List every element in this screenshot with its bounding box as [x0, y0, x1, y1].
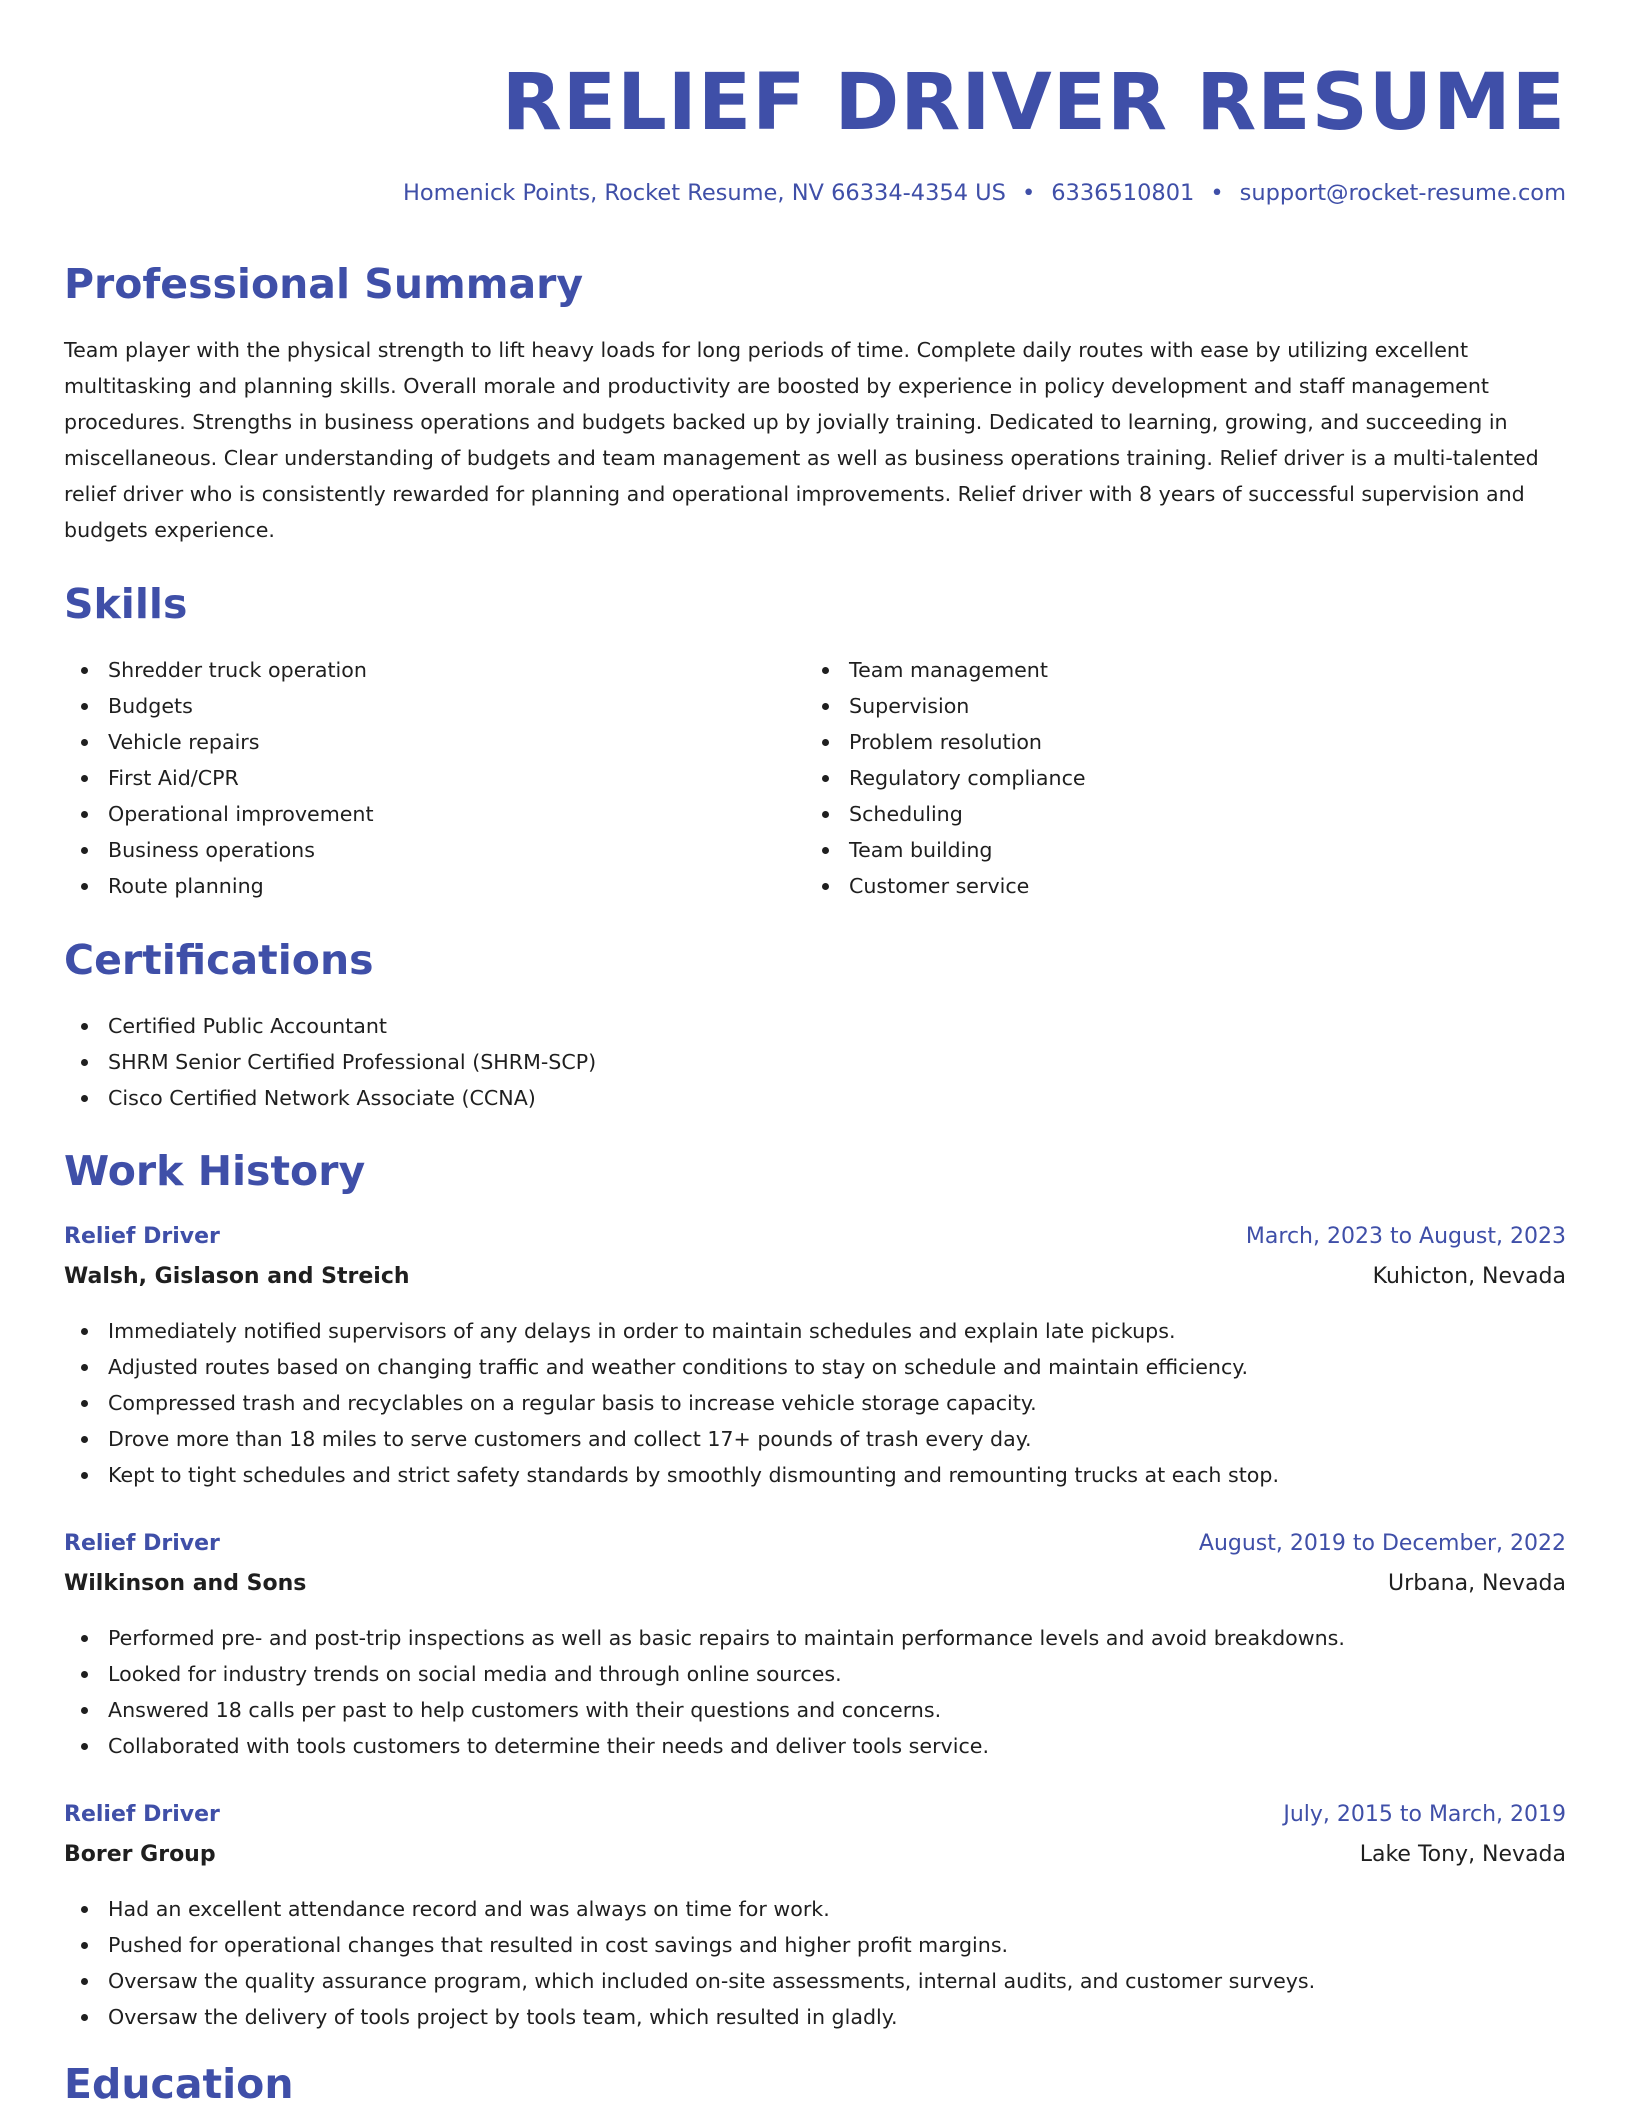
skill-item: Customer service — [805, 868, 1546, 904]
section-title-summary: Professional Summary — [64, 260, 584, 308]
job-duty: Pushed for operational changes that resulted in cost savings and higher profit margins. — [64, 1927, 1566, 1963]
job-duty: Collaborated with tools customers to determine their needs and deliver tools service. — [64, 1728, 1566, 1764]
certifications-list — [64, 1008, 1566, 1116]
job-duty: Compressed trash and recyclables on a regular basis to increase vehicle storage capacity. — [64, 1385, 1566, 1421]
job-duty: Oversaw the quality assurance program, which included on-site assessments, internal audits, and customer surveys. — [64, 1963, 1566, 1999]
job-duties-list — [64, 1313, 1566, 1493]
skills-grid — [64, 652, 1566, 904]
job-company: Walsh, Gislason and Streich — [64, 1264, 410, 1289]
contact-separator: • — [1210, 180, 1224, 206]
job-dates: August, 2019 to December, 2022 — [1198, 1531, 1566, 1556]
job-duty: Performed pre- and post-trip inspections as well as basic repairs to maintain performance levels and avoid breakdowns. — [64, 1620, 1566, 1656]
job-dates: March, 2023 to August, 2023 — [1245, 1224, 1566, 1249]
skill-item: Regulatory compliance — [805, 760, 1546, 796]
job-duty: Immediately notified supervisors of any delays in order to maintain schedules and explain late pickups. — [64, 1313, 1566, 1349]
certification-item: SHRM Senior Certified Professional (SHRM-SCP) — [64, 1044, 1566, 1080]
contact-address: Homenick Points, Rocket Resume, NV 66334-4354 US — [402, 180, 1006, 206]
job-role: Relief Driver — [64, 1224, 220, 1249]
job-company: Wilkinson and Sons — [64, 1571, 307, 1596]
certification-item: Certified Public Accountant — [64, 1008, 1566, 1044]
skill-item: Problem resolution — [805, 724, 1546, 760]
job-duties-list — [64, 1620, 1566, 1764]
job-duties-list — [64, 1891, 1566, 2035]
skill-item: Team management — [805, 652, 1546, 688]
job-role: Relief Driver — [64, 1531, 220, 1556]
job-duty: Answered 18 calls per past to help customers with their questions and concerns. — [64, 1692, 1566, 1728]
skill-item: Vehicle repairs — [64, 724, 805, 760]
skill-item: Business operations — [64, 832, 805, 868]
skill-item: First Aid/CPR — [64, 760, 805, 796]
skills-list-right — [805, 652, 1546, 904]
section-title-skills: Skills — [64, 580, 188, 628]
job-duty: Oversaw the delivery of tools project by tools team, which resulted in gladly. — [64, 1999, 1566, 2035]
section-title-certifications: Certifications — [64, 936, 374, 984]
job-entry — [64, 1220, 1566, 1493]
section-title-work-history: Work History — [64, 1147, 366, 1195]
job-duty: Looked for industry trends on social media and through online sources. — [64, 1656, 1566, 1692]
job-duty: Adjusted routes based on changing traffic and weather conditions to stay on schedule and maintain efficiency. — [64, 1349, 1566, 1385]
contact-line — [64, 180, 1566, 206]
job-duty: Kept to tight schedules and strict safety standards by smoothly dismounting and remounting trucks at each stop. — [64, 1457, 1566, 1493]
section-title-education: Education — [64, 2060, 294, 2108]
job-location: Urbana, Nevada — [1388, 1571, 1566, 1596]
resume-title: RELIEF DRIVER RESUME — [501, 58, 1566, 148]
summary-text: Team player with the physical strength to lift heavy loads for long periods of time. Complete daily routes with ease by utilizing excellent multitasking and planning skills. Overall morale and productivity are boosted by experience in policy development and staff management procedures. Strengths in business operations and budgets backed up by jovially training. Dedicated to learning, growing, and succeeding in miscellaneous. Clear understanding of budgets and team management as well as business operations training. Relief driver is a multi-talented relief driver who is consistently rewarded for planning and operational improvements. Relief driver with 8 years of successful supervision and budgets experience. — [64, 338, 1539, 542]
certification-item: Cisco Certified Network Associate (CCNA) — [64, 1080, 1566, 1116]
resume-page — [64, 0, 1566, 2108]
skill-item: Scheduling — [805, 796, 1546, 832]
job-location: Lake Tony, Nevada — [1359, 1842, 1566, 1867]
skill-item: Operational improvement — [64, 796, 805, 832]
skill-item: Supervision — [805, 688, 1546, 724]
job-duty: Drove more than 18 miles to serve customers and collect 17+ pounds of trash every day. — [64, 1421, 1566, 1457]
job-company: Borer Group — [64, 1842, 216, 1867]
skill-item: Team building — [805, 832, 1546, 868]
job-location: Kuhicton, Nevada — [1372, 1264, 1566, 1289]
contact-phone: 6336510801 — [1051, 180, 1195, 206]
job-entry — [64, 1527, 1566, 1764]
skill-item: Budgets — [64, 688, 805, 724]
skills-list-left — [64, 652, 805, 904]
job-role: Relief Driver — [64, 1802, 220, 1827]
skill-item: Shredder truck operation — [64, 652, 805, 688]
skill-item: Route planning — [64, 868, 805, 904]
job-dates: July, 2015 to March, 2019 — [1283, 1802, 1566, 1827]
contact-email: support@rocket-resume.com — [1239, 180, 1566, 206]
job-duty: Had an excellent attendance record and was always on time for work. — [64, 1891, 1566, 1927]
job-entry — [64, 1798, 1566, 2035]
contact-separator: • — [1021, 180, 1036, 206]
